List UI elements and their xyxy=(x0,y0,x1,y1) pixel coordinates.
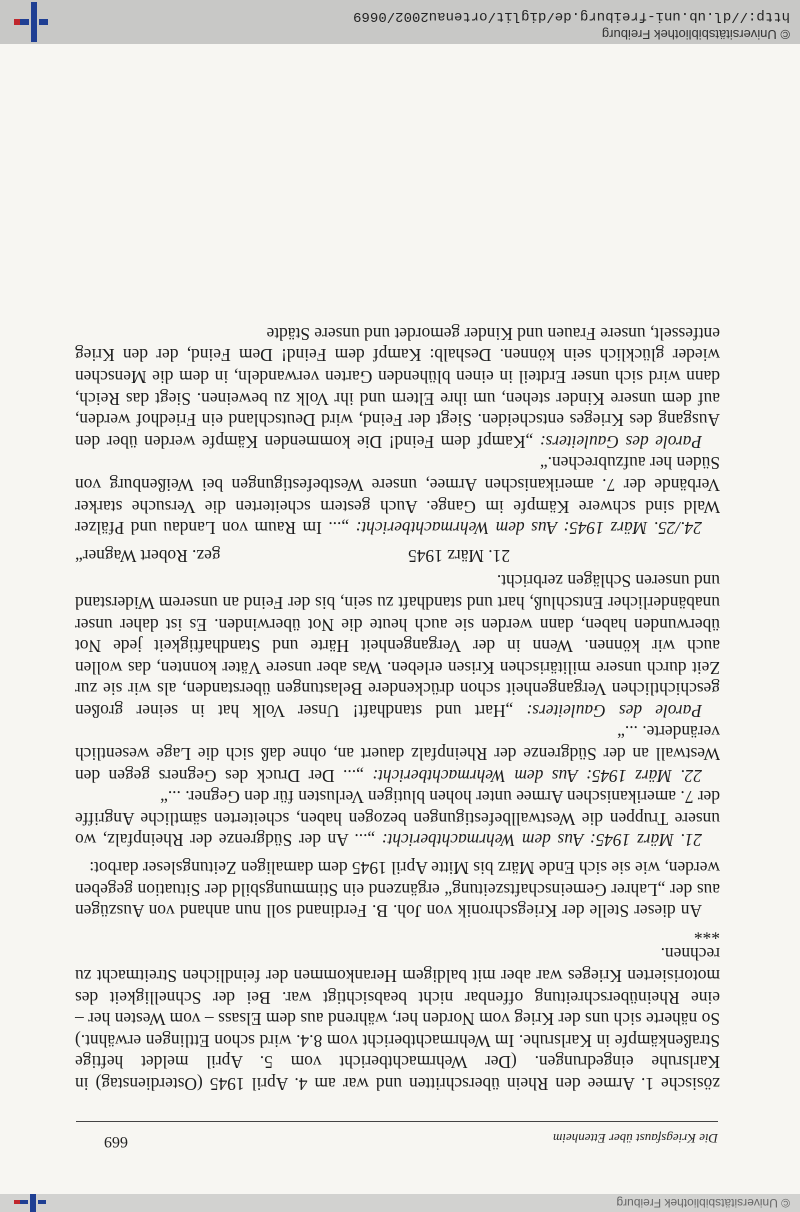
paragraph xyxy=(75,322,720,452)
ub-logo-icon xyxy=(12,2,52,42)
signature-line xyxy=(75,544,720,566)
entry-date: Parole des Gauleiters: xyxy=(539,431,702,452)
footer-copyright: © Universitätsbibliothek Freiburg xyxy=(601,27,790,42)
paragraph: An dieser Stelle der Kriegschronik von Joh. B. Ferdinand soll nun anhand von Auszügen aus der „Lahrer Gemeinschaftszeitung“ ergänzend ein Stimmungsbild der Situation gegeben werden, wie sie sich Ende März bis Mitte April 1945 dem damaligen Zeitungsleser darbot: xyxy=(75,858,720,922)
page-number: 669 xyxy=(104,1133,128,1150)
entry-text: „... An der Südgrenze der Rheinpfalz, wo unsere Truppen die Westwallbefestigungen bezogen haben, scheiterten sämtliche Angriffe der 7. amerikanischen Armee unter hohen blutigen Verlusten für den Gegner. ...“ xyxy=(75,787,720,851)
entry-text: „Kampf dem Feind! Die kommenden Kämpfe werden über den Ausgang des Krieges entscheiden. Siegt der Feind, wird Deutschland ein Friedhof werden, auf dem unsere Kinder stehen, um ihre Eltern und ihr Volk zu beweinen. Siegt das Reich, dann wird sich unser Erdteil in einen blühenden Garten verwandeln, in dem die Menschen wieder glücklich sein können. Deshalb: Kampf dem Feind! Dem Feind, der den Krieg entfesselt, unsere Frauen und Kinder gemordet und unsere Städte xyxy=(75,323,720,452)
entry-date: 24./25. März 1945: Aus dem Wehrmachtbericht: xyxy=(355,518,702,539)
top-strip xyxy=(0,1194,800,1212)
paragraph: zösische 1. Armee den Rhein überschritten und war am 4. April 1945 (Osterdienstag) in Karlsruhe eingedrungen. (Der Wehrmachtbericht vom 5. April meldet heftige Straßenkämpfe in Karlsruhe. Im Wehrmachtbericht vom 8.4. wird schon Ettlingen erwähnt.) So näherte sich uns der Krieg vom Norden her, während aus dem Elsass – vom Westen her – eine Rheinüberschreitung offenbar nicht beabsichtigt war. Bei der Schnelligkeit des motorisierten Krieges war aber mit baldigem Herankommen der feindlichen Streitmacht zu rechnen. xyxy=(75,944,720,1094)
entry-text: „... Der Druck des Gegners gegen den Westwall an der Südgrenze der Rheinpfalz dauert an, ohne daß sich die Lage wesentlich veränderte. ...“ xyxy=(75,722,720,786)
source-url[interactable]: http://dl.ub.uni-freiburg.de/diglit/ortenau2002/0669 xyxy=(353,8,790,24)
page-body xyxy=(75,322,720,1094)
entry-text: „... Im Raum von Landau und Pfälzer Wald sind schwere Kämpfe im Gange. Auch gestern scheiterten die Versuche starker Verbände der 7. amerikanischen Armee, unsere Westbefestigungen bei Weißenburg von Süden her aufzubrechen.“ xyxy=(75,453,720,539)
footer-strip xyxy=(0,0,800,44)
header-rule xyxy=(76,1121,718,1122)
entry-date: 21. März 1945: Aus dem Wehrmachtbericht: xyxy=(381,830,702,851)
paragraph xyxy=(75,570,720,721)
paragraph xyxy=(75,721,720,786)
paragraph xyxy=(75,452,720,538)
entry-date: 22. März 1945: Aus dem Wehrmachtbericht: xyxy=(372,765,702,786)
ub-logo-icon xyxy=(10,1194,50,1212)
entry-text: „Hart und standhaft! Unser Volk hat in seiner großen geschichtlichen Vergangenheit schon drückendere Belastungen überstanden, als wir sie zur Zeit durch unsere militärischen Krisen erleben. Was aber unsere Väter konnten, das wollen auch wir können. Wenn in der Vergangenheit Härte und Standhaftigkeit jede Not überwunden haben, dann werden sie auch heute die Not überwinden. Es ist daher unser unabänderlicher Entschluß, hart und standhaft zu sein, bis der Feind an unserem Widerstand und unseren Schlägen zerbricht. xyxy=(75,571,720,721)
book-page xyxy=(0,44,800,1194)
signature-name: gez. Robert Wagner“ xyxy=(75,545,221,566)
top-copyright: © Universitätsbibliothek Freiburg xyxy=(616,1196,790,1210)
entry-date: Parole des Gauleiters: xyxy=(526,700,702,721)
section-divider: *** xyxy=(693,922,720,943)
running-title: Die Kriegsfaust über Ettenheim xyxy=(552,1131,718,1146)
paragraph xyxy=(75,786,720,851)
signature-date: 21. März 1945 xyxy=(408,545,510,566)
